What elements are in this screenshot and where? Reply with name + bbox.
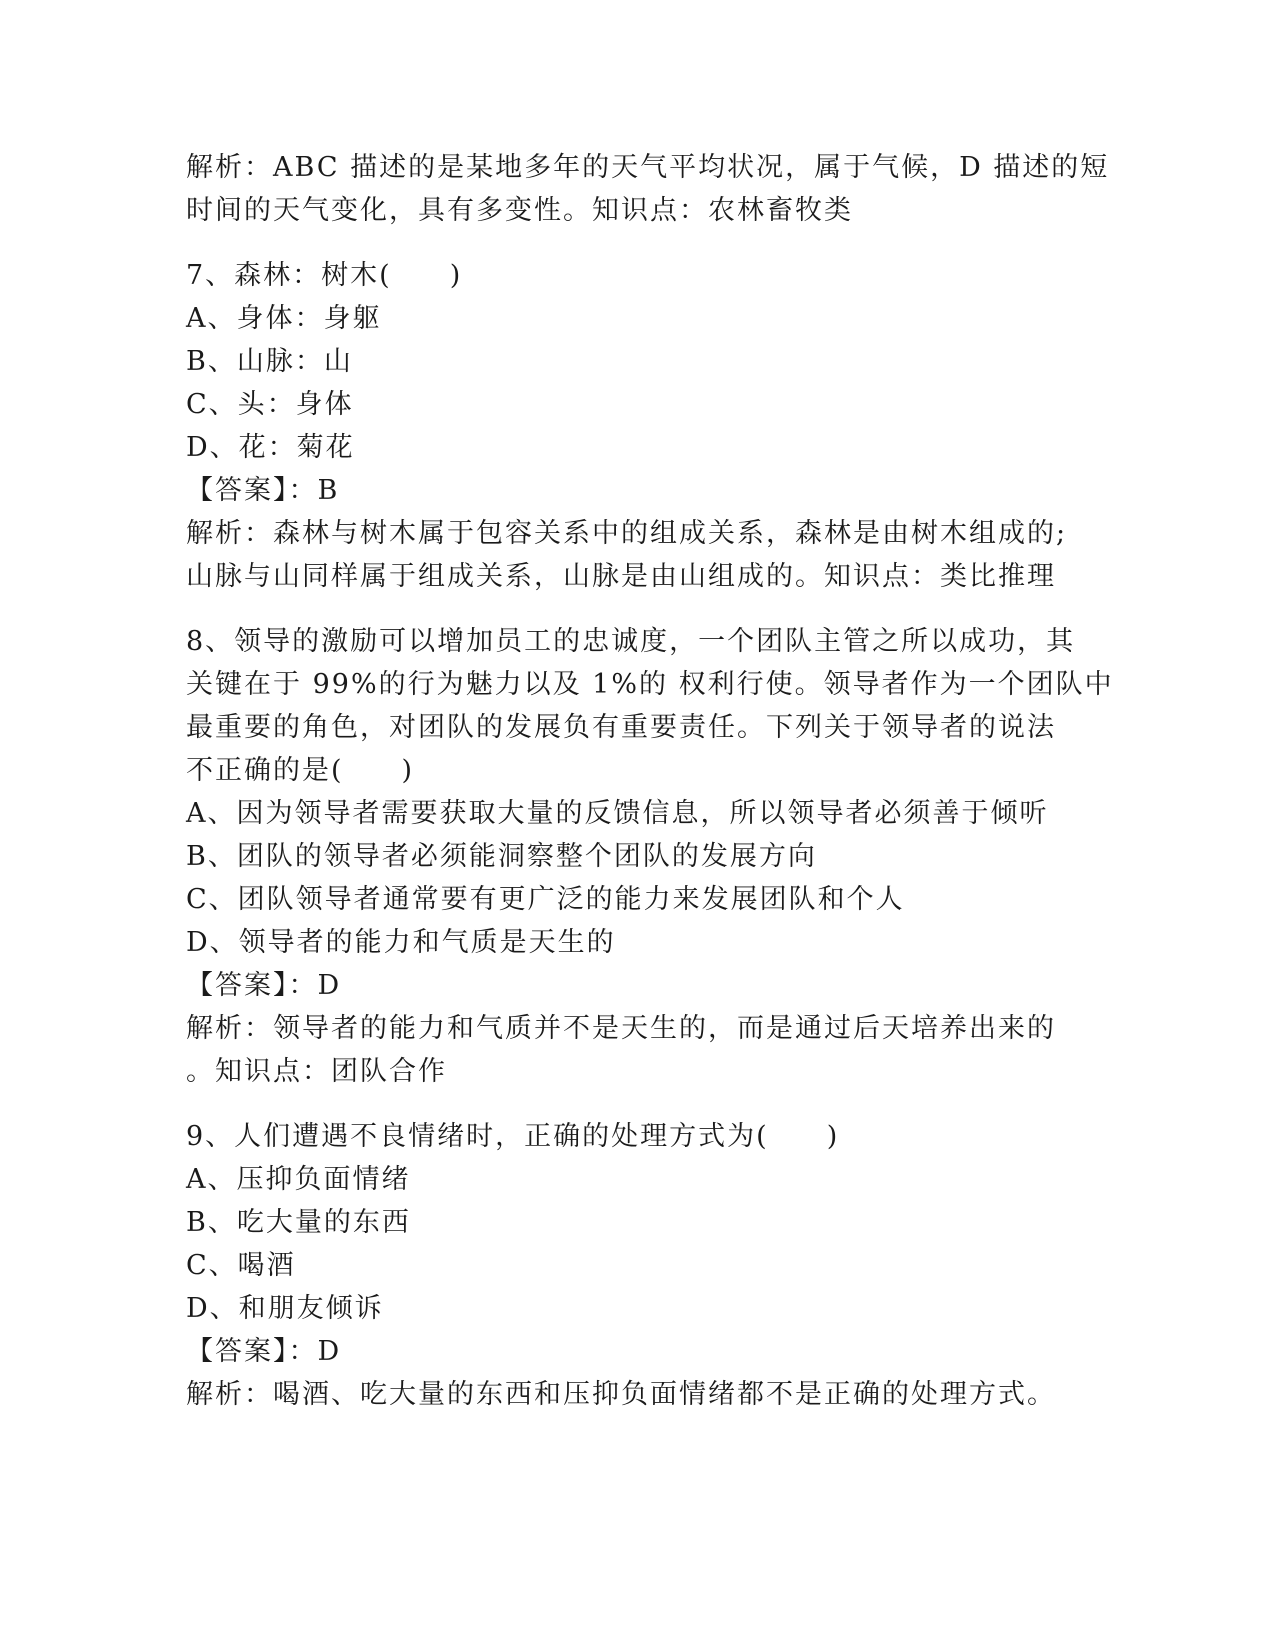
option-a: A、因为领导者需要获取大量的反馈信息，所以领导者必须善于倾听 — [186, 798, 1049, 829]
question-stem: 8、领导的激励可以增加员工的忠诚度，一个团队主管之所以成功，其 — [186, 626, 1076, 657]
analysis-block-q6 — [186, 146, 1110, 232]
question-stem: 关键在于 99%的行为魅力以及 1%的 权利行使。领导者作为一个团队中 — [186, 669, 1114, 700]
analysis-line: 解析：喝酒、吃大量的东西和压抑负面情绪都不是正确的处理方式。 — [186, 1379, 1056, 1410]
option-c: C、喝酒 — [186, 1250, 296, 1281]
spacer — [186, 598, 1086, 620]
spacer — [186, 232, 1086, 254]
analysis-line: 。知识点：团队合作 — [186, 1056, 447, 1087]
option-d: D、花：菊花 — [186, 432, 355, 463]
spacer — [186, 1093, 1086, 1115]
option-c: C、团队领导者通常要有更广泛的能力来发展团队和个人 — [186, 884, 905, 915]
option-b: B、吃大量的东西 — [186, 1207, 411, 1238]
option-a: A、压抑负面情绪 — [186, 1164, 411, 1195]
option-b: B、团队的领导者必须能洞察整个团队的发展方向 — [186, 841, 817, 872]
question-8 — [186, 620, 1114, 1093]
question-9 — [186, 1115, 1086, 1416]
answer-line: 【答案】：D — [186, 1336, 342, 1367]
question-stem: 7、森林：树木( ) — [186, 260, 463, 291]
document-content — [186, 146, 1114, 1416]
option-d: D、和朋友倾诉 — [186, 1293, 384, 1324]
question-stem: 9、人们遭遇不良情绪时，正确的处理方式为( ) — [186, 1121, 840, 1152]
answer-line: 【答案】：D — [186, 970, 342, 1001]
option-b: B、山脉：山 — [186, 346, 353, 377]
analysis-line: 解析：森林与树木属于包容关系中的组成关系，森林是由树木组成的; — [186, 518, 1068, 549]
option-d: D、领导者的能力和气质是天生的 — [186, 927, 616, 958]
answer-line: 【答案】：B — [186, 475, 340, 506]
question-7 — [186, 254, 1086, 598]
question-stem: 最重要的角色，对团队的发展负有重要责任。下列关于领导者的说法 — [186, 712, 1056, 743]
analysis-line: 山脉与山同样属于组成关系，山脉是由山组成的。知识点：类比推理 — [186, 561, 1056, 592]
analysis-line: 解析：领导者的能力和气质并不是天生的，而是通过后天培养出来的 — [186, 1013, 1056, 1044]
analysis-line: 解析：ABC 描述的是某地多年的天气平均状况，属于气候，D 描述的短 — [186, 152, 1110, 183]
question-stem: 不正确的是( ) — [186, 755, 415, 786]
analysis-line: 时间的天气变化，具有多变性。知识点：农林畜牧类 — [186, 195, 853, 226]
option-a: A、身体：身躯 — [186, 303, 382, 334]
option-c: C、头：身体 — [186, 389, 354, 420]
